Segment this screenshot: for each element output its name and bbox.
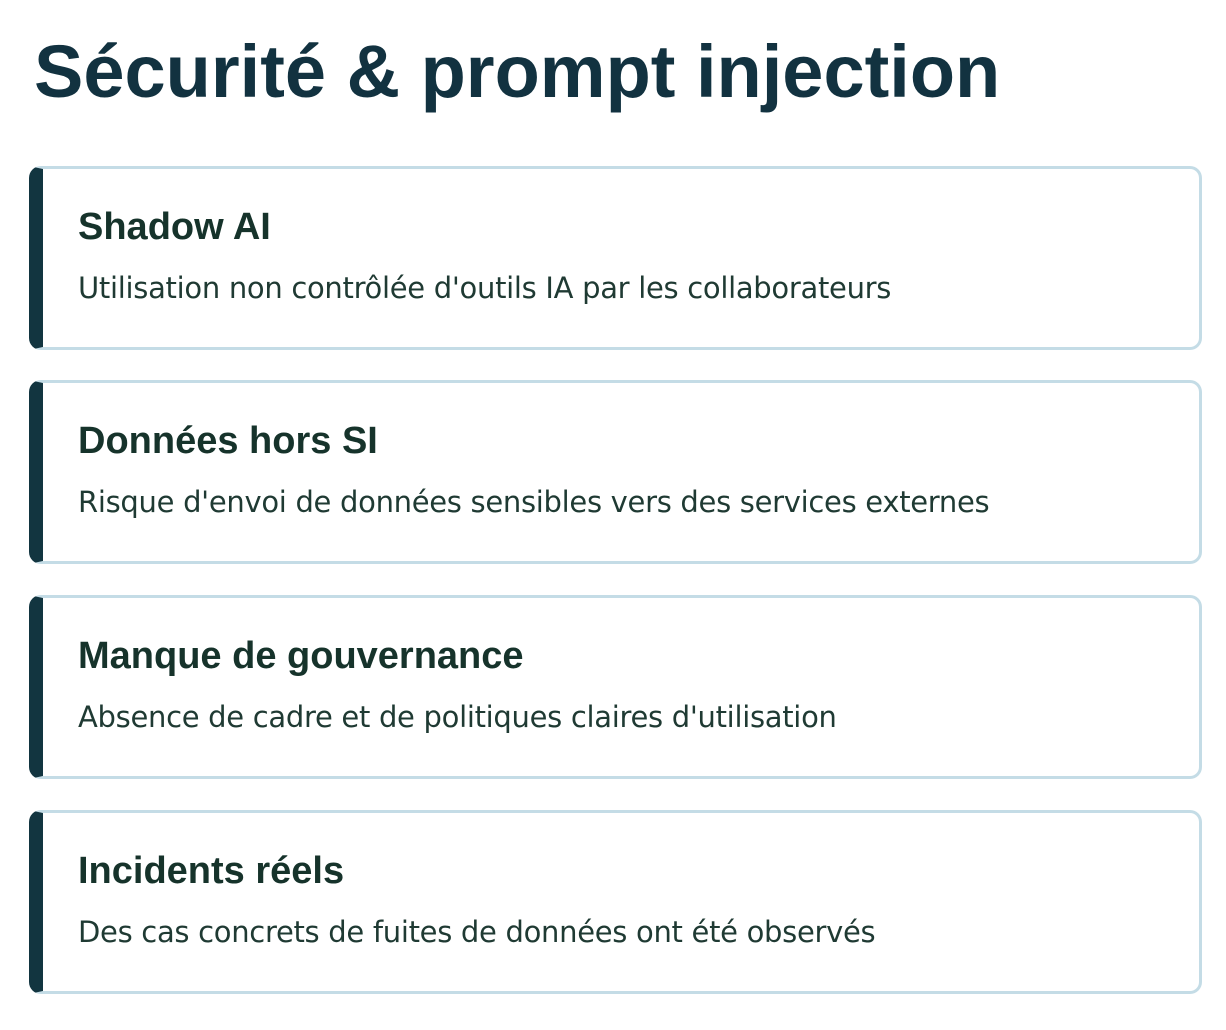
card-title: Shadow AI bbox=[78, 206, 271, 248]
card-description: Des cas concrets de fuites de données ont été observés bbox=[78, 915, 876, 949]
card-title: Manque de gouvernance bbox=[78, 635, 524, 677]
card-description: Utilisation non contrôlée d'outils IA par les collaborateurs bbox=[78, 271, 892, 305]
card-description: Risque d'envoi de données sensibles vers des services externes bbox=[78, 485, 990, 519]
page-title: Sécurité & prompt injection bbox=[34, 30, 1001, 113]
risk-card-manque-de-gouvernance bbox=[29, 595, 1202, 779]
card-description: Absence de cadre et de politiques claires d'utilisation bbox=[78, 700, 837, 734]
risk-card-incidents-reels bbox=[29, 810, 1202, 994]
card-title: Incidents réels bbox=[78, 850, 345, 892]
card-title: Données hors SI bbox=[78, 420, 378, 462]
risk-card-shadow-ai bbox=[29, 166, 1202, 350]
risk-card-donnees-hors-si bbox=[29, 380, 1202, 564]
